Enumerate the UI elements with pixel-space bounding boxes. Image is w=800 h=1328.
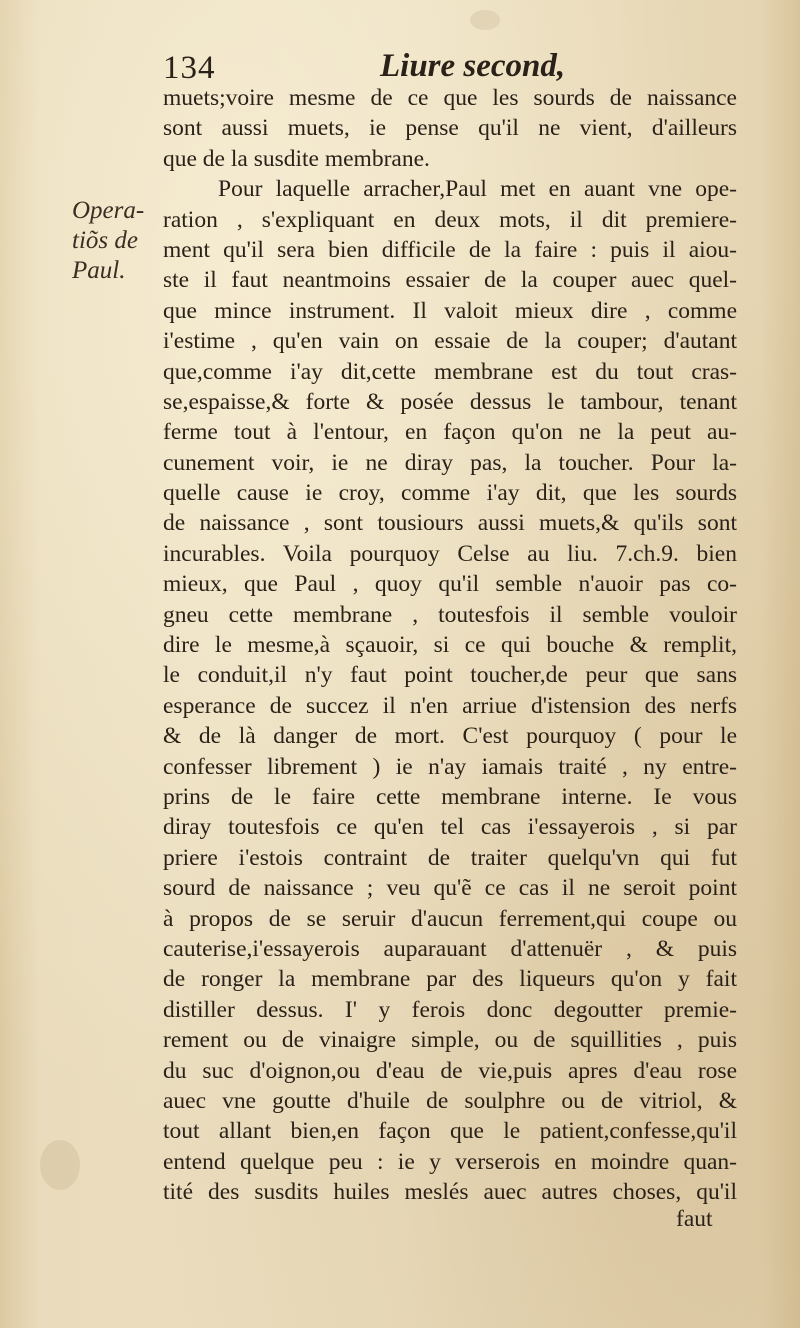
text-line: i'estime , qu'en vain on essaie de la couper; d'autant <box>163 328 737 355</box>
text-line: cunement voir, ie ne diray pas, la toucher. Pour la- <box>163 449 737 476</box>
text-line: tité des susdits huiles meslés auec autres choses, qu'il <box>163 1179 737 1206</box>
margin-note <box>72 196 156 286</box>
text-line: de ronger la membrane par des liqueurs qu'on y fait <box>163 966 737 993</box>
text-line: incurables. Voila pourquoy Celse au liu. 7.ch.9. bien <box>163 540 737 567</box>
text-line: sourd de naissance ; veu qu'ẽ ce cas il ne seroit point <box>163 875 737 902</box>
text-line: à propos de se seruir d'aucun ferrement,qui coupe ou <box>163 905 737 932</box>
margin-note-line: tiõs de <box>72 227 138 254</box>
text-line: cauterise,i'essayerois auparauant d'attenuër , & puis <box>163 935 737 962</box>
text-line: mieux, que Paul , quoy qu'il semble n'auoir pas co- <box>163 571 737 598</box>
text-line: dire le mesme,à sçauoir, si ce qui bouche & remplit, <box>163 632 737 659</box>
body-text <box>163 83 737 1207</box>
text-line: auec vne goutte d'huile de soulphre ou de vitriol, & <box>163 1087 737 1114</box>
text-line: ferme tout à l'entour, en façon qu'on ne la peut au- <box>163 419 737 446</box>
text-line: tout allant bien,en façon que le patient,confesse,qu'il <box>163 1118 737 1145</box>
text-line: priere i'estois contraint de traiter quelqu'vn qui fut <box>163 844 737 871</box>
text-line: que,comme i'ay dit,cette membrane est du tout cras- <box>163 358 737 385</box>
margin-note-line: Opera- <box>72 197 145 224</box>
text-line: entend quelque peu : ie y verserois en moindre quan- <box>163 1148 737 1175</box>
text-line: esperance de succez il n'en arriue d'istension des nerfs <box>163 692 737 719</box>
text-line: que mince instrument. Il valoit mieux dire , comme <box>163 297 737 324</box>
running-title: Liure second, <box>380 48 566 84</box>
text-line: quelle cause ie croy, comme i'ay dit, que les sourds <box>163 480 737 507</box>
text-line: gneu cette membrane , toutesfois il semble vouloir <box>163 601 737 628</box>
text-line: se,espaisse,& forte & posée dessus le tambour, tenant <box>163 388 737 415</box>
text-line: confesser librement ) ie n'ay iamais traité , ny entre- <box>163 753 737 780</box>
text-line: prins de le faire cette membrane interne. Ie vous <box>163 783 737 810</box>
page-number: 134 <box>163 50 216 86</box>
text-line: du suc d'oignon,ou d'eau de vie,puis apres d'eau rose <box>163 1057 737 1084</box>
text-line: muets;voire mesme de ce que les sourds de naissance <box>163 85 737 111</box>
margin-note-line: Paul. <box>72 257 126 284</box>
text-line: que de la susdite membrane. <box>163 145 430 172</box>
text-line: & de là danger de mort. C'est pourquoy ( pour le <box>163 723 737 750</box>
text-line: sont aussi muets, ie pense qu'il ne vient, d'ailleurs <box>163 115 737 142</box>
text-line: rement ou de vinaigre simple, ou de squillities , puis <box>163 1027 737 1054</box>
paper-stain <box>470 10 500 30</box>
catchword: faut <box>676 1206 713 1232</box>
text-line: distiller dessus. I' y ferois donc degoutter premie- <box>163 996 737 1023</box>
text-line: ration , s'expliquant en deux mots, il dit premiere- <box>163 206 737 233</box>
text-line: de naissance , sont tousiours aussi muets,& qu'ils sont <box>163 510 737 537</box>
paper-stain <box>40 1140 80 1190</box>
text-line: Pour laquelle arracher,Paul met en auant vne ope- <box>218 176 737 203</box>
text-line: le conduit,il n'y faut point toucher,de peur que sans <box>163 662 737 689</box>
text-line: ste il faut neantmoins essaier de la couper auec quel- <box>163 267 737 294</box>
text-line: ment qu'il sera bien difficile de la faire : puis il aiou- <box>163 236 737 263</box>
text-line: diray toutesfois ce qu'en tel cas i'essayerois , si par <box>163 814 737 841</box>
